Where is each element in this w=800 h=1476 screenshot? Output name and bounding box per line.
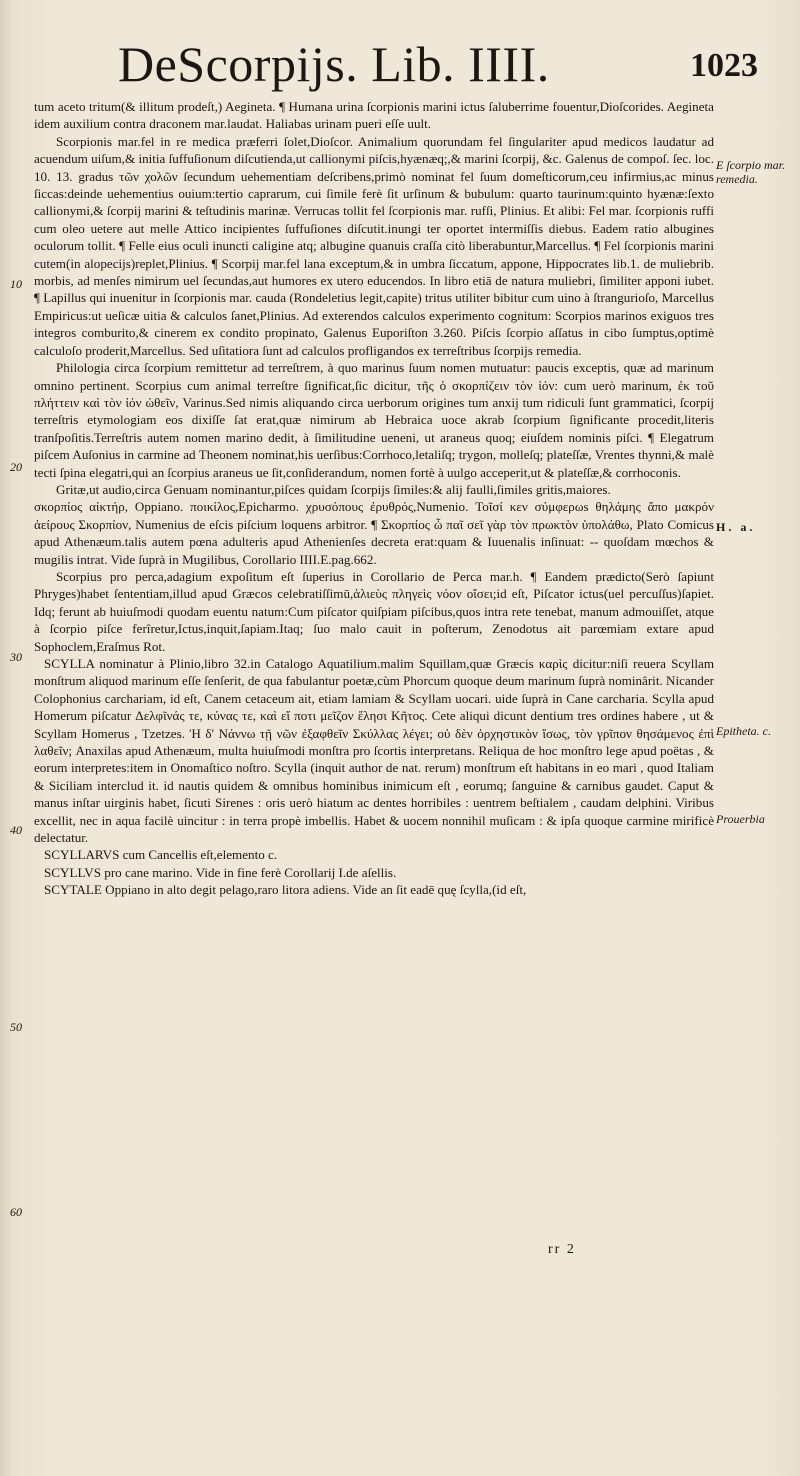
line-number: 50 — [10, 1020, 22, 1034]
main-text-column — [34, 98, 714, 899]
page-number: 1023 — [690, 47, 758, 84]
margin-note: Prouerbia — [716, 812, 765, 826]
entry-scyllus: SCYLLVS pro cane marino. Vide in fine ferè Corollarij I.de aſellis. — [44, 864, 397, 880]
paragraph-fel: Scorpionis mar.fel in re medica præferri ſolet,Dioſcor. Animalium quorundam fel ſingulariter apud medicos laudatur ad acuendum uiſum,& initia ſuffuſionum diſcutienda,ut callionymi piſcis,hyænæq;,& marini ſcorpij, &c. Galenus de compoſ. ſec. loc. 10. 13. gradus τῶν χολῶν ſecundum uehementiam deſcribens,primò nominat fel ſuum domeſticorum,ceu infirmius,ac minus ſiccas:deinde uehementius ouium:tertio caprarum, cui ſimile ferè ſit urſinum & bubulum: quarto taurinum:quinto hyænæ:ſexto callionymi,& ſcorpij marini & teſtudinis marinæ. Verrucas tollit fel ſcorpionis mar. rufſi, Plinius. Et alibi: Fel mar. ſcorpionis ruffi cum oleo uetere aut melle Attico incipientes ſuffuſiones diſcutit.inungi ter oportet intermiſſis diebus. Eadem ratio albugines oculorum tollit. ¶ Felle eius oculi inuncti caligine atq; albugine quanuis craſſa citò liberabuntur,Marcellus. ¶ Fel ſcorpionis marini cutem(in alopecijs)replet,Plinius. ¶ Scorpij mar.fel lana exceptum,& in umbra ſiccatum, appone, Hippocrates lib.1. de muliebrib. morbis, ad menſes nimirum uel ſecundas,aut humores ex utero educendos. In libro etiā de natura muliebri, ſimiliter apponi iubet. ¶ Lapillus qui inuenitur in ſcorpionis mar. cauda (Rondeletius legit,capite) tritus utiliter bibitur cum uino à ſtrangurioſo, Marcellus Empiricus:ut ueſicæ uitia & calculos ſanet,Plinius. Ad exterendos calculos experimento cognitum: Scorpios marinos exiguos tres integros comburito,& cinerem ex condito propinato, Galenus Euporiſton 3.260. Piſcis ſcorpio aſſatus in cibo ſumptus,optimè calculoſo proderit,Marcellus. Sed uſitatiora ſunt ad calculos profligandos ex terreſtribus ſcorpijs remedia. — [34, 133, 714, 358]
entry-scylla: SCYLLA nominatur à Plinio,libro 32.in Catalogo Aquatilium.malim Squillam,quæ Græcis καρὶς dicitur:niſi reuera Scyllam monſtrum aliquod marinum eſſe ſenſerit, de qua fabulantur poetæ,cùm Phorcum quoque deum marinum ſuprà nominârit. Nicander Colophonius carchariam, id eſt, Canem cetaceum ait, etiam lamiam & Scyllam uocari. uide ſuprà in Cane carcharia. Scylla apud Homerum piſcatur Δελφῖνάς τε, κύνας τε, καὶ εἴ ποτι μεῖζον ἕλησι Κῆτος. Cete aliqui dicunt dentium tres ordines habere , ut & Scyllam Homerus , Tzetzes. Ἡ δ' Νάννω τῇ νῶν ἐξαφθεῖν Σκύλλας λέγει; οὐ δὲν ὀρχηστικὸν ἴσως, τὸν γρῖπον θησάμενος ἐπὶ λαθεῖν; Anaxilas apud Athenæum, multa huiuſmodi monſtra pro ſcortis interpretans. Reliqua de hoc monſtro lege apud poëtas , & eorum interpretes:item in Onomaſtico noſtro. Scylla (inquit author de nat. rerum) monſtrum eſt habitans in eo mari , quod Italiam & Siciliam interclud it. id nautis quidem & omnibus hominibus inimicum eſt , eorumq; ſanguine & carnibus gaudet. Caput & manus inſtar uirginis habet, ſicuti Sirenes : oris uerò hiatum ac dentes horribiles : uentrem beſtialem , caudam delphini. Viribus excellit, nec in aqua facilè uincitur : in terra propè imbellis. Habet & uocem nonnihil muſicam : & ipſa quoque carmine mirificè delectatur. — [34, 656, 714, 846]
signature-mark: rr 2 — [548, 1242, 576, 1257]
entry-scyllarus: SCYLLARVS cum Cancellis eſt,elemento c. — [44, 847, 278, 863]
line-number: 60 — [10, 1205, 22, 1219]
line-number: 10 — [10, 277, 22, 291]
running-head — [118, 34, 758, 94]
paragraph-epitheta: σκορπίος αἰκτήρ, Oppiano. ποικίλος,Epicharmo. χρυσόπους ἐρυθρός,Numenio. Τοῖσί κεν σύμφερωs θηλάμης ἄπο μακρόν ἀείρους Σκορπίον, Numenius de eſcis piſcium loquens arbitror. ¶ Σκορπίος ὦ παῖ σεῖ γὰρ τὸν πρωκτὸν ὑπολάθω, Plato Comicus apud Athenæum.talis autem pœna adulteris apud Athenienſes decreta erat:quam & Iuuenalis inſinuat: -- quoſdam mœchos & mugilis intrat. Vide ſuprà in Mugilibus, Corollario IIII.E.pag.662. — [34, 499, 714, 567]
paragraph-philologia: Philologia circa ſcorpium remittetur ad terreſtrem, à quo marinus ſuum nomen mutuatur: paucis exceptis, quæ ad marinum omnino pertinent. Scorpius cum animal terreſtre ſignificat,ſic dicitur, τῆς ὁ σκορπίζειν τὸν ἰόν: cum uerò marinum, ἐκ τοῦ πλήττειν καὶ τὸν ἰόν ὠθεῖν, Varinus.Sed nimis aliquando circa uerborum origines tum anxij tum ridiculi ſunt grammatici, ſcorpij terreſtris etymologiam eos dixiſſe ſat erat,quæ nimirum ab Hebraica uoce akrab ſcorpium ſignificante procedit,literis tranſpoſitis.Terreſtris autem nomen marino dedit, à ſimilitudine ueneni, ut araneus quoq; eiuſdem nominis piſci. ¶ Elegatrum piſcem Auſonius in carmine ad Theonem nominat,his uerſibus:Corrhoco,letaliſq; trygon, molleſq; plateſſæ, Vrentes thynni,& malè tecti ſpina elegatri,qui an ſcorpius araneus ue ſit,conſiderandum, nomen fortè à uulgo acceperit,ut & plateſſæ,& corrhoconis. — [34, 360, 714, 480]
line-number: 20 — [10, 460, 22, 474]
entry-scytale: SCYTALE Oppiano in alto degit pelago,raro litora adiens. Vide an ſit eadē quę ſcylla,(id eſt, — [44, 882, 527, 898]
line-number: 40 — [10, 823, 22, 837]
line-number: 30 — [10, 650, 22, 664]
running-title: DeScorpijs. Lib. IIII. — [118, 36, 550, 92]
paragraph-urina: tum aceto tritum(& illitum prodeſt,) Aegineta. ¶ Humana urina ſcorpionis marini ictus ſaluberrime fouentur,Dioſcorides. Aegineta idem auxilium contra draconem mar.laudat. Haliabas urinam pueri eſſe uult. — [34, 99, 714, 132]
paragraph-gritae: Gritæ,ut audio,circa Genuam nominantur,piſces quidam ſcorpijs ſimiles:& alij faulli,ſimiles gritis,maiores. — [56, 481, 611, 497]
margin-note: E ſcorpio mar. remedia. — [716, 158, 785, 186]
margin-note: H. a. — [716, 520, 756, 534]
margin-note: Epitheta. c. — [716, 724, 771, 738]
paragraph-proverbia: Scorpius pro perca,adagium expoſitum eſt ſuperius in Corollario de Perca mar.h. ¶ Eandem prædicto(Serò ſapiunt Phryges)habet ſententiam,illud apud Græcos celebratiſſimū,ἁλιεὺς πληγεὶς νόον οἴσει;id eſt, Piſcator ictus(uel percuſſus)ſapiet. Idq; ferunt ab huiuſmodi quodam euentu natum:Cum piſcator quiſpiam piſcibus,quos intra rete tenebat, manum admouiſſet, atque à ſcorpio piſce ferîretur,Ictus,inquit,ſapiam.Itaq; ſuo malo cauit in poſterum, Zenodotus ait parœmiam extare apud Sophoclem,Eraſmus Rot. — [34, 568, 714, 654]
